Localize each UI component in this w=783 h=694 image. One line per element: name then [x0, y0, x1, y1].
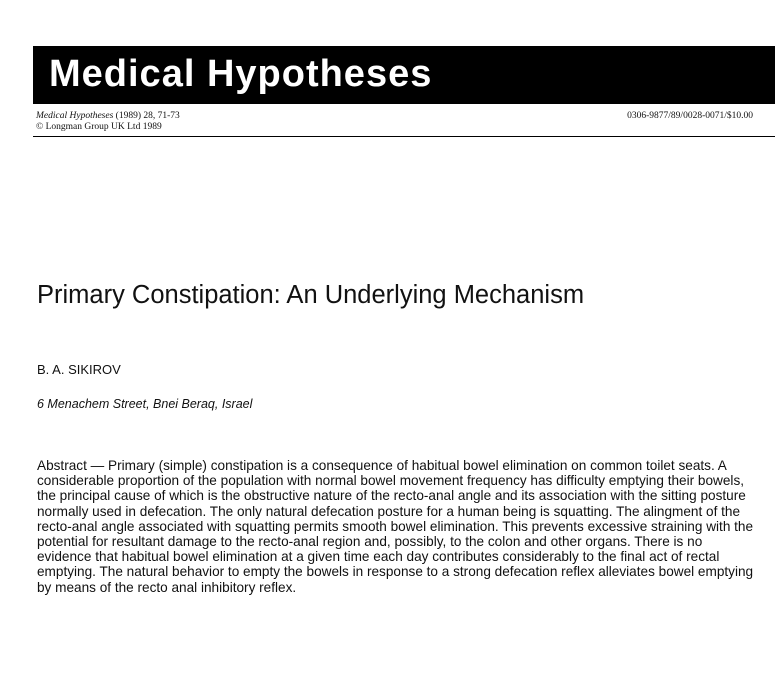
copyright-notice: © Longman Group UK Ltd 1989 [36, 122, 162, 132]
article-title: Primary Constipation: An Underlying Mechanism [37, 281, 585, 309]
journal-banner-title: Medical Hypotheses [49, 53, 433, 95]
citation-volume-pages: (1989) 28, 71-73 [113, 111, 180, 121]
abstract-text: Abstract — Primary (simple) constipation is a consequence of habitual bowel elimination on common toilet seats. A considerable proportion of the population with normal bowel movement frequency has difficulty emptying their bowels, the principal cause of which is the obstructive nature of the recto-anal angle and its association with the sitting posture normally used in defecation. The only natural defecation posture for a human being is squatting. The alingment of the recto-anal angle associated with squatting permits smooth bowel elimination. This prevents excessive straining with the potential for resultant damage to the recto-anal region and, possibly, to the colon and other organs. There is no evidence that habitual bowel elimination at a given time each day contributes considerably to the final act of rectal emptying. The natural behavior to empty the bowels in response to a strong defecation reflex alleviates bowel emptying by means of the recto anal inhibitory reflex. [37, 458, 754, 595]
journal-citation [36, 111, 180, 122]
author-affiliation: 6 Menachem Street, Bnei Beraq, Israel [37, 397, 253, 411]
author-name: B. A. SIKIROV [37, 362, 121, 377]
journal-citation-block [36, 111, 180, 133]
citation-journal-name: Medical Hypotheses [36, 111, 114, 121]
header-divider [33, 136, 775, 137]
journal-banner [33, 46, 775, 104]
issn-code: 0306-9877/89/0028-0071/$10.00 [627, 111, 753, 121]
